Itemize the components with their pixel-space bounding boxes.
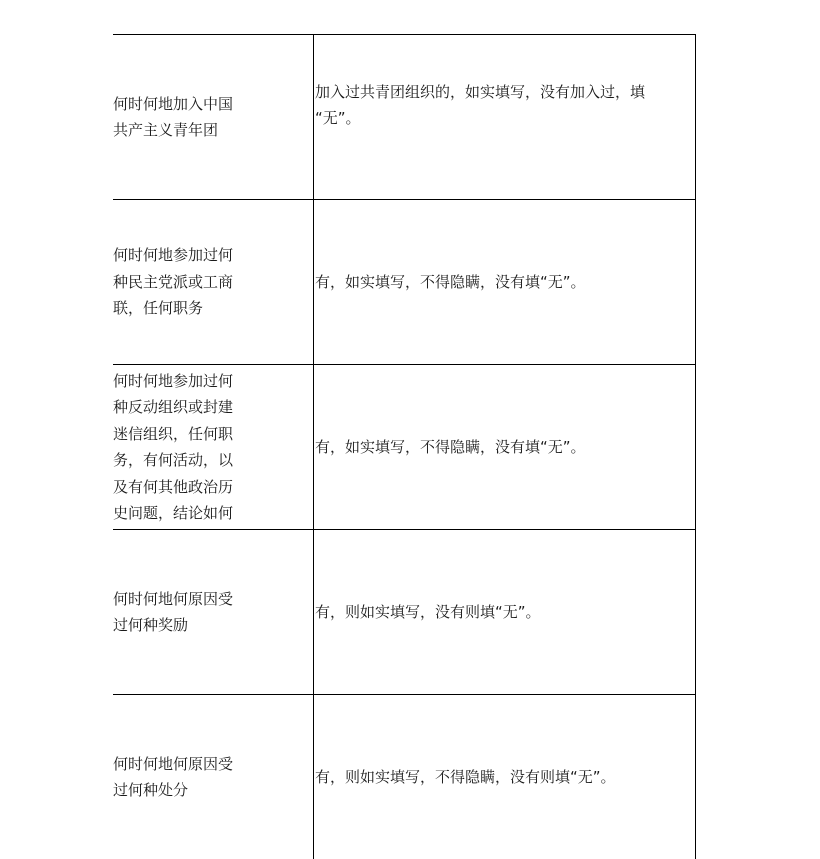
field-label: 何时何地加入中国共产主义青年团 bbox=[113, 91, 245, 144]
field-instruction: 有，如实填写，不得隐瞒，没有填“无”。 bbox=[315, 269, 675, 296]
table-row bbox=[113, 695, 696, 859]
table-row bbox=[113, 365, 696, 530]
field-instruction-cell bbox=[314, 530, 696, 695]
field-label: 何时何地参加过何种反动组织或封建迷信组织，任何职务，有何活动，以及有何其他政治历史问题，结论如何 bbox=[113, 368, 245, 527]
field-instruction: 加入过共青团组织的，如实填写，没有加入过，填 “无”。 bbox=[315, 79, 675, 132]
table-row bbox=[113, 530, 696, 695]
field-label-cell bbox=[113, 200, 314, 365]
field-label-cell bbox=[113, 35, 314, 200]
table-row bbox=[113, 200, 696, 365]
field-label: 何时何地何原因受过何种奖励 bbox=[113, 586, 245, 639]
field-instruction: 有，则如实填写，没有则填“无”。 bbox=[315, 599, 675, 626]
field-label-cell bbox=[113, 530, 314, 695]
field-instruction-cell bbox=[314, 200, 696, 365]
field-label-cell bbox=[113, 695, 314, 859]
field-instruction-cell bbox=[314, 365, 696, 530]
field-label-cell bbox=[113, 365, 314, 530]
field-instruction: 有，则如实填写，不得隐瞒，没有则填“无”。 bbox=[315, 764, 675, 791]
field-label: 何时何地参加过何种民主党派或工商联，任何职务 bbox=[113, 242, 245, 322]
field-instruction-cell bbox=[314, 35, 696, 200]
form-instructions-table bbox=[113, 34, 696, 859]
field-label: 何时何地何原因受过何种处分 bbox=[113, 751, 245, 804]
table-row bbox=[113, 35, 696, 200]
field-instruction: 有，如实填写，不得隐瞒，没有填“无”。 bbox=[315, 434, 675, 461]
field-instruction-cell bbox=[314, 695, 696, 859]
